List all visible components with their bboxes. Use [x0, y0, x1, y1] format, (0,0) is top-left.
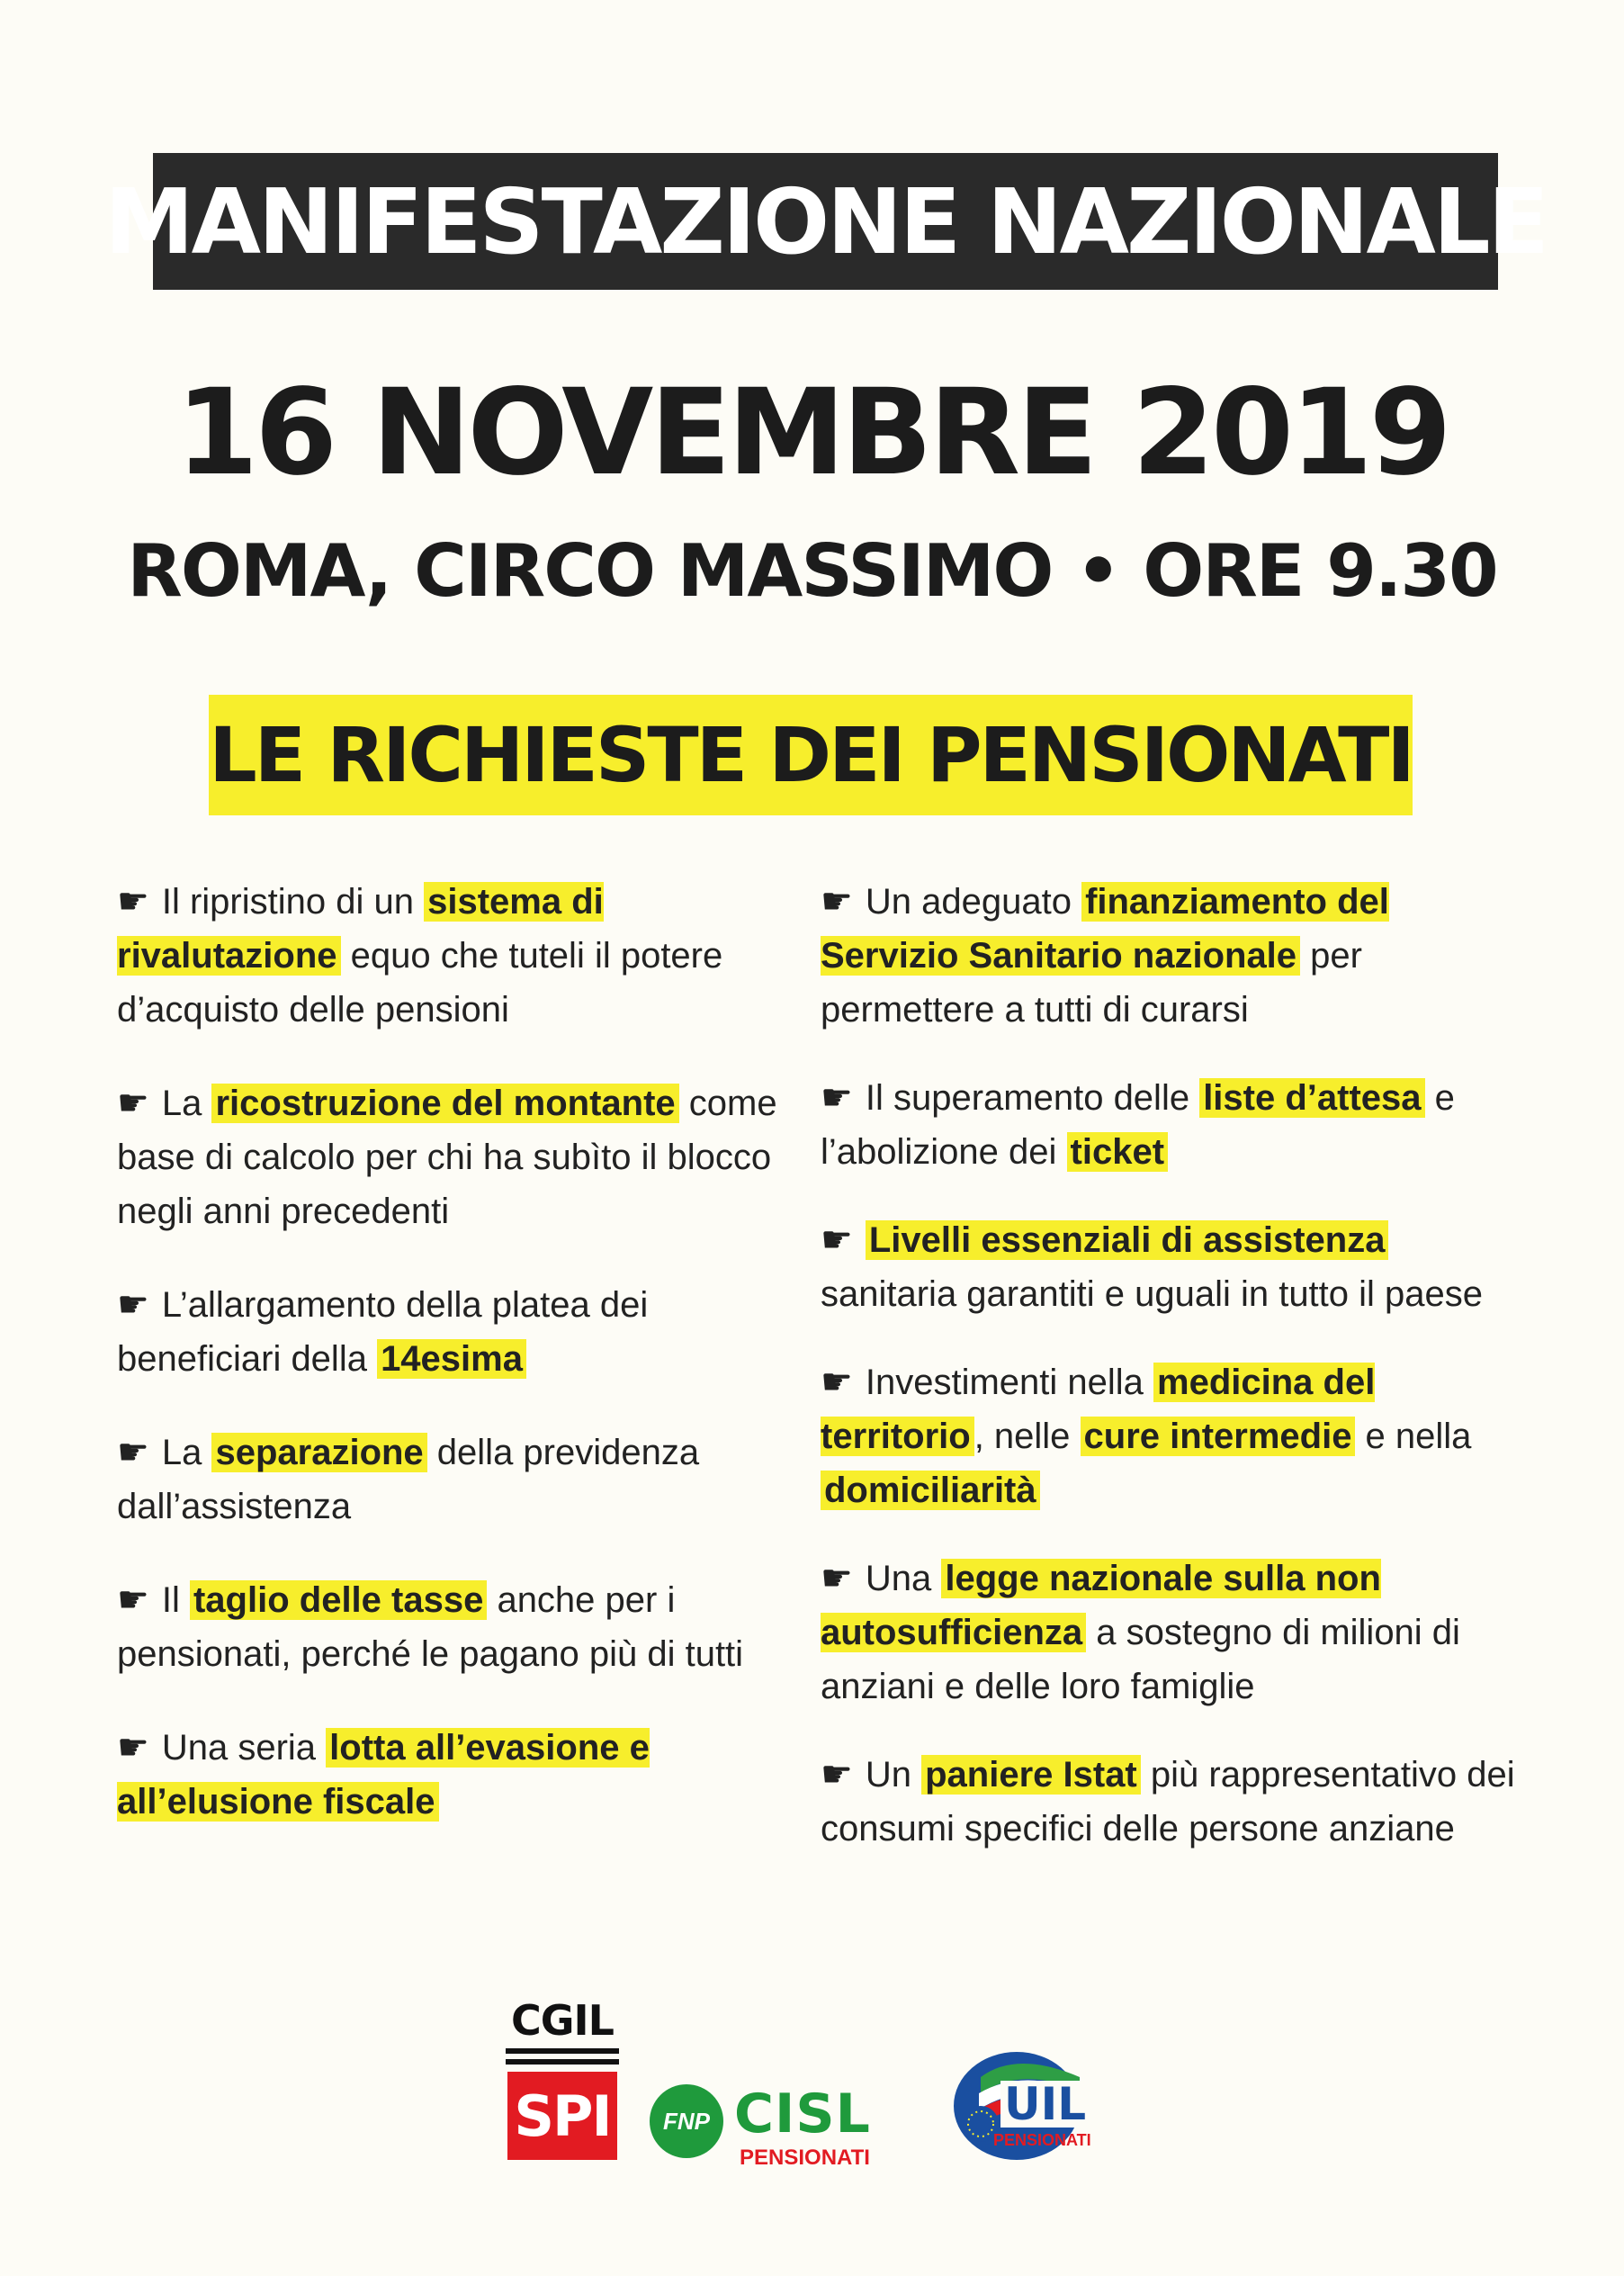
event-date: 16 NOVEMBRE 2019: [175, 364, 1449, 502]
event-place: ROMA, CIRCO MASSIMO • ORE 9.30: [127, 529, 1497, 613]
list-item: ☛ Un paniere Istat più rappresentativo dei consumi specifici delle persone anziane: [821, 1755, 1515, 1849]
list-item: ☛ L’allargamento della platea dei beneficiari della 14esima: [117, 1285, 649, 1379]
section-title: LE RICHIESTE DEI PENSIONATI: [209, 695, 1413, 815]
cisl-logo-text: CISL: [734, 2083, 871, 2146]
banner-title: MANIFESTAZIONE NAZIONALE: [153, 153, 1498, 290]
right-column: [821, 875, 1522, 1890]
left-column: [117, 875, 810, 1868]
list-item: ☛ La separazione della previdenza dall’assistenza: [117, 1433, 700, 1526]
uil-logo: [945, 2041, 1125, 2167]
list-item: ☛ Il superamento delle liste d’attesa e l’abolizione dei ticket: [821, 1078, 1455, 1172]
union-logos: [504, 1996, 1134, 2176]
pointing-hand-icon: ☛: [821, 1559, 853, 1598]
pointing-hand-icon: ☛: [821, 1363, 853, 1402]
pointing-hand-icon: ☛: [821, 1755, 853, 1795]
uil-logo-text: UIL: [1000, 2081, 1090, 2128]
list-item: ☛ Una seria lotta all’evasione e all’elusione fiscale: [117, 1728, 650, 1822]
list-item: ☛ Investimenti nella medicina del territorio , nelle cure intermedie e nella domiciliarità: [821, 1363, 1472, 1510]
pointing-hand-icon: ☛: [821, 882, 853, 922]
logo-bar: [506, 2059, 619, 2065]
list-item: ☛ Livelli essenziali di assistenza sanitaria garantiti e uguali in tutto il paese: [821, 1220, 1484, 1314]
pointing-hand-icon: ☛: [117, 882, 149, 922]
logo-bar: [506, 2048, 619, 2054]
pointing-hand-icon: ☛: [117, 1728, 149, 1768]
pointing-hand-icon: ☛: [117, 1580, 149, 1620]
pointing-hand-icon: ☛: [117, 1084, 149, 1123]
list-item: ☛ Una legge nazionale sulla non autosufficienza a sostegno di milioni di anziani e delle loro famiglie: [821, 1559, 1460, 1706]
cisl-logo-subtitle: PENSIONATI: [740, 2146, 870, 2170]
cgil-logo-text: CGIL: [511, 1996, 614, 2045]
list-item: ☛ Il taglio delle tasse anche per i pensionati, perché le pagano più di tutti: [117, 1580, 744, 1674]
pointing-hand-icon: ☛: [117, 1433, 149, 1472]
pointing-hand-icon: ☛: [117, 1285, 149, 1325]
spi-logo-text: SPI: [507, 2072, 617, 2160]
list-item: ☛ Un adeguato finanziamento del Servizio Sanitario nazionale per permettere a tutti di curarsi: [821, 882, 1389, 1030]
cgil-spi-logo: [504, 1996, 621, 2160]
pointing-hand-icon: ☛: [821, 1220, 853, 1260]
list-item: ☛ Il ripristino di un sistema di rivalutazione equo che tuteli il potere d’acquisto delle pensioni: [117, 882, 723, 1030]
list-item: ☛ La ricostruzione del montante come base di calcolo per chi ha subìto il blocco negli anni precedenti: [117, 1084, 777, 1231]
pointing-hand-icon: ☛: [821, 1078, 853, 1118]
uil-logo-subtitle: PENSIONATI: [993, 2131, 1091, 2149]
fnp-logo: FNP: [650, 2084, 723, 2158]
